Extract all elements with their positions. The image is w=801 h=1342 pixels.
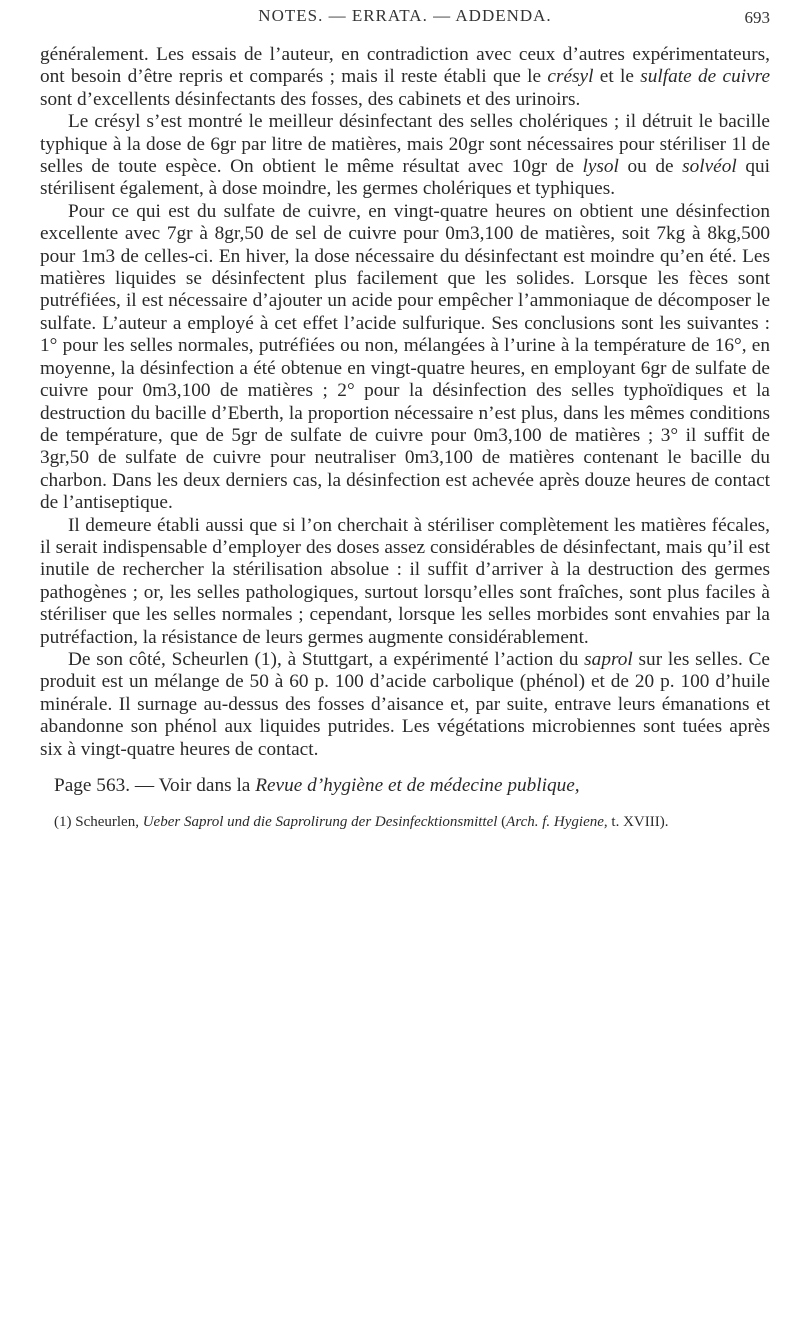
page-header: [40, 0, 770, 34]
page-number: 693: [744, 8, 770, 27]
emphasis-lysol: lysol: [582, 156, 619, 178]
paragraph-page-reference: Page 563. — Voir dans la Revue d’hygiène et de médecine publique,: [54, 775, 580, 796]
footnote-title: Ueber Saprol und die Saprolirung der Desinfecktionsmittel: [142, 814, 498, 831]
paragraph-1: généralement. Les essais de l’auteur, en contradiction avec ceux d’autres expérimentateurs, ont besoin d’être repris et comparés ; mais il reste établi que le crésyl et le sulfate de cuivre sont d’excellents désinfectants des fosses, des cabinets et des urinoirs.: [40, 44, 770, 110]
emphasis-sulfate: sulfate de cuivre: [640, 66, 770, 88]
emphasis-revue: Revue d’hygiène et de médecine publique,: [255, 775, 580, 796]
footnote-journal: Arch. f. Hygiene: [506, 814, 604, 831]
paragraph-5: De son côté, Scheurlen (1), à Stuttgart, a expérimenté l’action du saprol sur les selles. Ce produit est un mélange de 50 à 60 p. 100 d’acide carbolique (phénol) et de 20 p. 100 d’huile minérale. Il surnage au-dessus des fosses d’aisance et, par suite, entrave leurs émanations et abandonne son phénol aux liquides putrides. Les végétations microbiennes sont tuées après six à vingt-quatre heures de contact.: [40, 648, 770, 760]
running-head: NOTES. — ERRATA. — ADDENDA.: [258, 6, 552, 25]
body-text: [40, 44, 770, 797]
page: [40, 0, 770, 831]
emphasis-solveol: solvéol: [682, 156, 737, 178]
emphasis-cresyl: crésyl: [547, 66, 594, 88]
emphasis-saprol: saprol: [584, 648, 633, 670]
paragraph-3: Pour ce qui est du sulfate de cuivre, en vingt-quatre heures on obtient une désinfection excellente avec 7gr à 8gr,50 de sel de cuivre pour 0m3,100 de matières, soit 7kg à 8kg,500 pour 1m3 de celles-ci. En hiver, la dose nécessaire du désinfectant est moindre qu’en été. Les matières liquides se désinfectent plus facilement que les solides. Lorsque les fèces sont putréfiées, il est nécessaire d’ajouter un acide pour empêcher l’ammoniaque de décomposer le sulfate. L’auteur a employé à cet effet l’acide sulfurique. Ses conclusions sont les suivantes : 1° pour les selles normales, putréfiées ou non, mélangées à l’urine à la température de 16°, en moyenne, la désinfection a été obtenue en vingt-quatre heures, en employant 6gr de sulfate de cuivre pour 0m3,100 de matières ; 2° pour la désinfection des selles typhoïdiques et la destruction du bacille d’Eberth, la proportion nécessaire n’est plus, dans les mêmes conditions de température, que de 5gr de sulfate de cuivre pour 0m3,100 de matières ; 3° il suffit de 3gr,50 de sulfate de cuivre pour neutraliser 0m3,100 de matières contenant le bacille du charbon. Dans les deux derniers cas, la désinfection est achevée après douze heures de contact de l’antiseptique.: [40, 200, 770, 514]
paragraph-2: Le crésyl s’est montré le meilleur désinfectant des selles cholériques ; il détruit le bacille typhique à la dose de 6gr par litre de matières, mais 20gr sont nécessaires pour stériliser 1l de selles de toute espèce. On obtient le même résultat avec 10gr de lysol ou de solvéol qui stérilisent également, à dose moindre, les germes cholériques et typhiques.: [40, 111, 770, 200]
paragraph-4: Il demeure établi aussi que si l’on cherchait à stériliser complètement les matières fécales, il serait indispensable d’employer des doses assez considérables de désinfectant, mais qu’il est inutile de rechercher la stérilisation absolue : il suffit d’arriver à la destruction des germes pathogènes ; or, les selles pathologiques, surtout lorsqu’elles sont fraîches, sont plus faciles à stériliser que les selles normales ; cependant, lorsque les selles morbides sont envahies par la putréfaction, la résistance de leurs germes augmente considérablement.: [40, 514, 770, 648]
footnote: (1) Scheurlen, Ueber Saprol und die Saprolirung der Desinfecktionsmittel (Arch. f. Hygiene, t. XVIII).: [54, 814, 669, 831]
